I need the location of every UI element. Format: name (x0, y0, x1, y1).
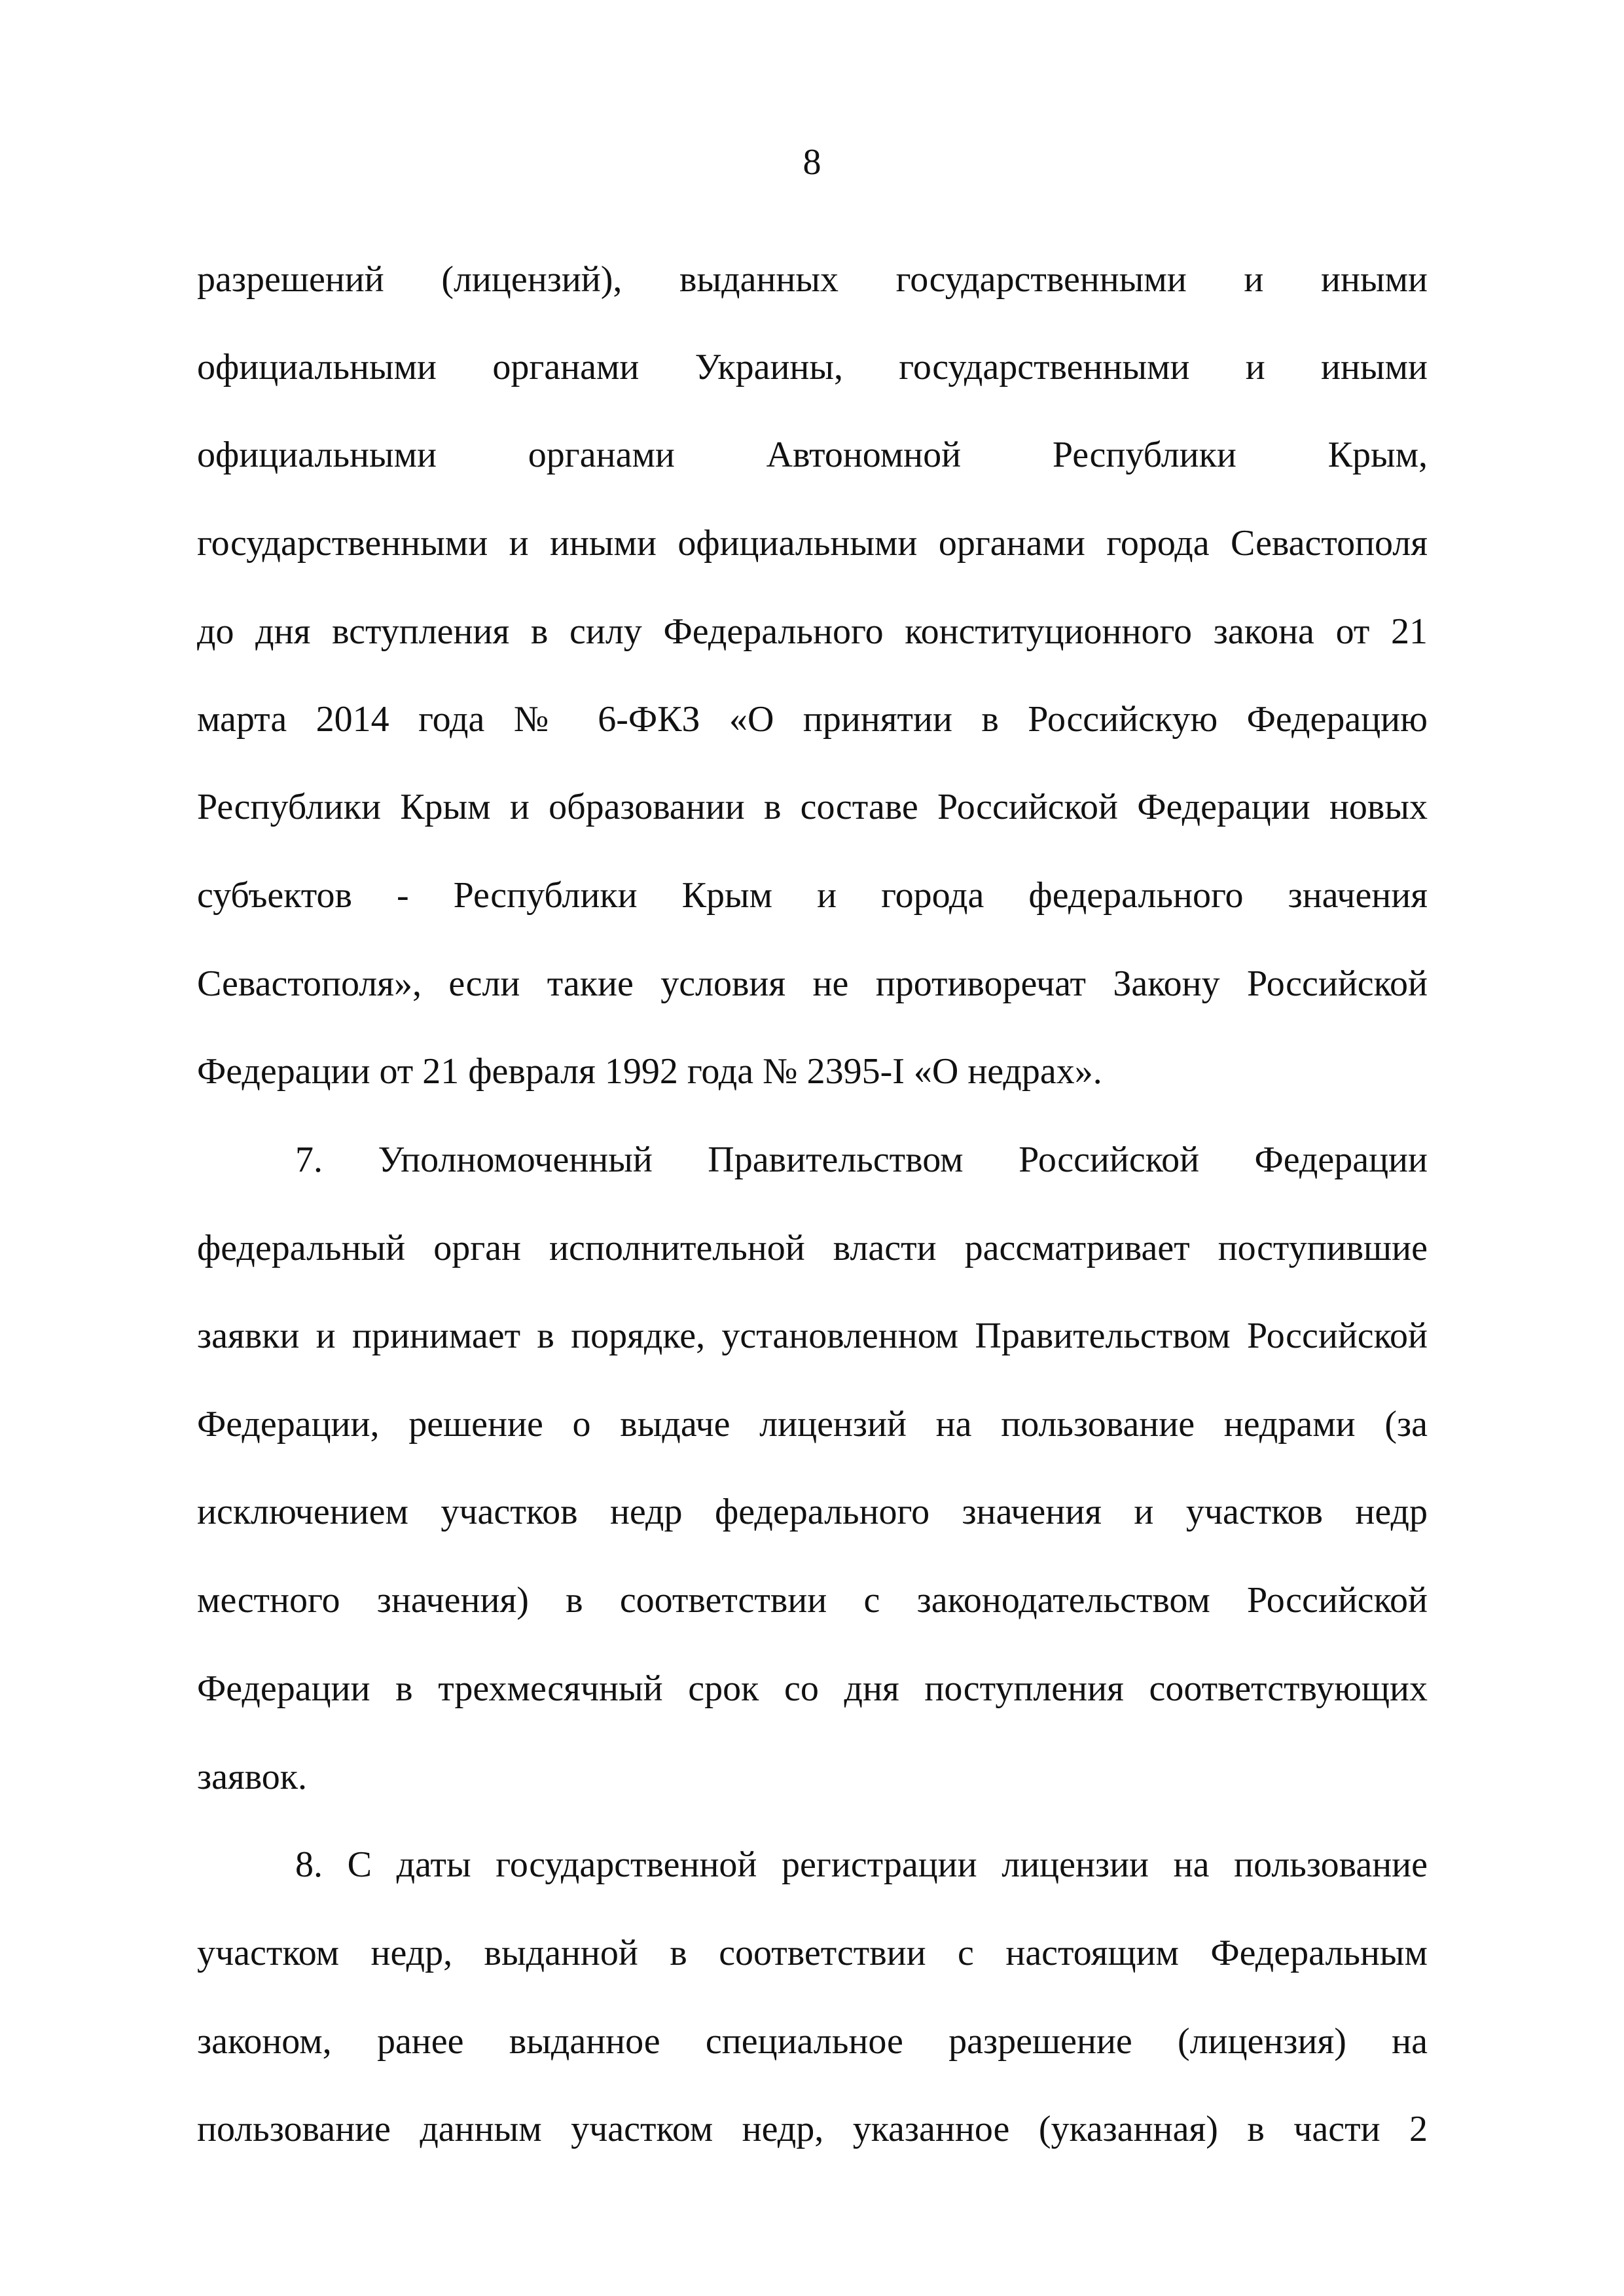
text-line: исключением участков недр федерального значения и участков недр (197, 1492, 1428, 1532)
text-line: разрешений (лицензий), выданных государственными и иными (197, 259, 1428, 300)
page-number: 8 (803, 142, 821, 183)
paragraph-8-first-line: 8. С даты государственной регистрации лицензии на пользование (295, 1844, 1428, 1885)
text-line: Севастополя», если такие условия не противоречат Закону Российской (197, 963, 1428, 1004)
text-line: участком недр, выданной в соответствии с настоящим Федеральным (197, 1933, 1428, 1973)
text-line: государственными и иными официальными органами города Севастополя (197, 523, 1428, 564)
text-line: местного значения) в соответствии с законодательством Российской (197, 1580, 1428, 1621)
text-line: заявки и принимает в порядке, установленном Правительством Российской (197, 1316, 1428, 1356)
text-line: Федерации от 21 февраля 1992 года № 2395-I «О недрах». (197, 1051, 1102, 1092)
text-line: заявок. (197, 1757, 307, 1797)
text-line: официальными органами Автономной Республики Крым, (197, 435, 1428, 475)
text-line: Республики Крым и образовании в составе Российской Федерации новых (197, 787, 1428, 827)
text-line: Федерации, решение о выдаче лицензий на пользование недрами (за (197, 1404, 1428, 1444)
text-line: пользование данным участком недр, указанное (указанная) в части 2 (197, 2109, 1428, 2149)
paragraph-7-first-line: 7. Уполномоченный Правительством Российской Федерации (295, 1139, 1428, 1180)
text-line: субъектов - Республики Крым и города федерального значения (197, 875, 1428, 916)
text-line: официальными органами Украины, государственными и иными (197, 347, 1428, 387)
text-line: марта 2014 года № 6-ФКЗ «О принятии в Российскую Федерацию (197, 699, 1428, 740)
text-line: до дня вступления в силу Федерального конституционного закона от 21 (197, 611, 1428, 652)
text-line: федеральный орган исполнительной власти рассматривает поступившие (197, 1228, 1428, 1268)
text-line: Федерации в трехмесячный срок со дня поступления соответствующих (197, 1668, 1428, 1709)
text-line: законом, ранее выданное специальное разрешение (лицензия) на (197, 2021, 1428, 2062)
